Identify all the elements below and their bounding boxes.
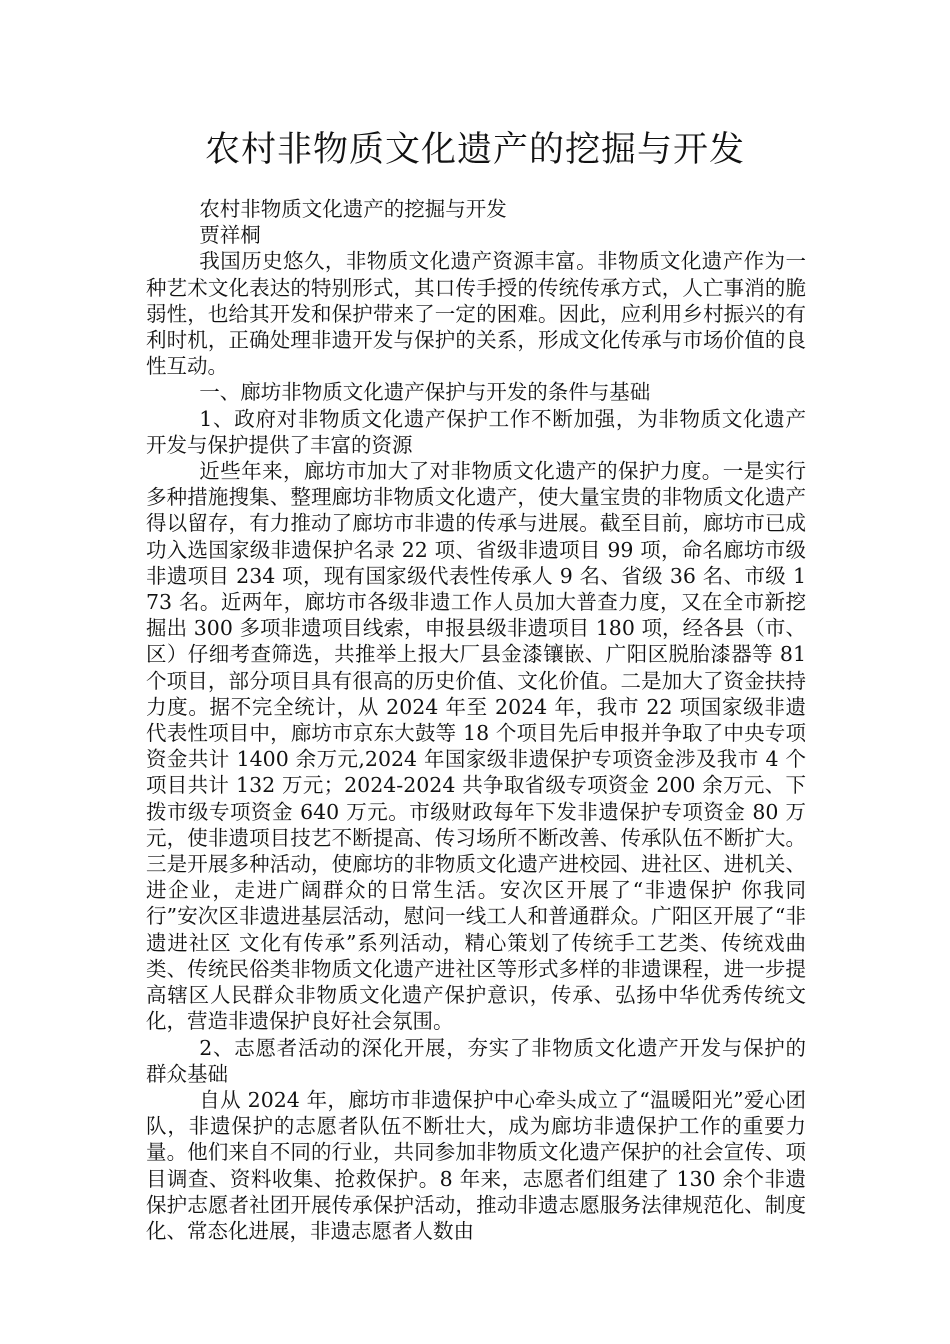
subsection-heading: 2、志愿者活动的深化开展，夯实了非物质文化遗产开发与保护的群众基础 <box>146 1035 806 1086</box>
subtitle-line: 农村非物质文化遗产的挖掘与开发 <box>199 197 507 221</box>
intro-paragraph: 我国历史悠久，非物质文化遗产资源丰富。非物质文化遗产作为一种艺术文化表达的特别形式，其口传手授的传统传承方式，人亡事消的脆弱性，也给其开发和保护带来了一定的困难。因此，应利用乡村振兴的有利时机，正确处理非遗开发与保护的关系，形成文化传承与市场价值的良性互动。 <box>146 249 806 379</box>
document-title: 农村非物质文化遗产的挖掘与开发 <box>204 130 745 170</box>
subsection-heading: 1、政府对非物质文化遗产保护工作不断加强，为非物质文化遗产开发与保护提供了丰富的资源 <box>146 406 806 457</box>
body-paragraph: 自从 2024 年，廊坊市非遗保护中心牵头成立了“温暖阳光”爱心团队，非遗保护的志愿者队伍不断壮大，成为廊坊非遗保护工作的重要力量。他们来自不同的行业，共同参加非物质文化遗产保护的社会宣传、项目调查、资料收集、抢救保护。8 年来，志愿者们组建了 130 余个非遗保护志愿者社团开展传承保护活动，推动非遗志愿服务法律规范化、制度化、常态化进展，非遗志愿者人数由 <box>146 1087 806 1243</box>
document-body <box>146 196 806 1244</box>
author-line: 贾祥桐 <box>199 223 261 248</box>
section-heading: 一、廊坊非物质文化遗产保护与开发的条件与基础 <box>199 380 651 405</box>
body-paragraph: 近些年来，廊坊市加大了对非物质文化遗产的保护力度。一是实行多种措施搜集、整理廊坊非物质文化遗产，使大量宝贵的非物质文化遗产得以留存，有力推动了廊坊市非遗的传承与进展。截至目前，廊坊市已成功入选国家级非遗保护名录 22 项、省级非遗项目 99 项，命名廊坊市级非遗项目 234 项，现有国家级代表性传承人 9 名、省级 36 名、市级 173 名。近两年，廊坊市各级非遗工作人员加大普查力度，又在全市新挖掘出 300 多项非遗项目线索，申报县级非遗项目 180 项，经各县（市、区）仔细考查筛选，共推举上报大厂县金漆镶嵌、广阳区脱胎漆器等 81 个项目，部分项目具有很高的历史价值、文化价值。二是加大了资金扶持力度。据不完全统计，从 2024 年至 2024 年，我市 22 项国家级非遗代表性项目中，廊坊市京东大鼓等 18 个项目先后申报并争取了中央专项资金共计 1400 余万元,2024 年国家级非遗保护专项资金涉及我市 4 个项目共计 132 万元；2024-2024 共争取省级专项资金 200 余万元、下拨市级专项资金 640 万元。市级财政每年下发非遗保护专项资金 80 万元，使非遗项目技艺不断提高、传习场所不断改善、传承队伍不断扩大。三是开展多种活动，使廊坊的非物质文化遗产进校园、进社区、进机关、进企业，走进广阔群众的日常生活。安次区开展了“非遗保护 你我同行”安次区非遗进基层活动，慰问一线工人和普通群众。广阳区开展了“非遗进社区 文化有传承”系列活动，精心策划了传统手工艺类、传统戏曲类、传统民俗类非物质文化遗产进社区等形式多样的非遗课程，进一步提高辖区人民群众非物质文化遗产保护意识，传承、弘扬中华优秀传统文化，营造非遗保护良好社会氛围。 <box>146 459 806 1034</box>
